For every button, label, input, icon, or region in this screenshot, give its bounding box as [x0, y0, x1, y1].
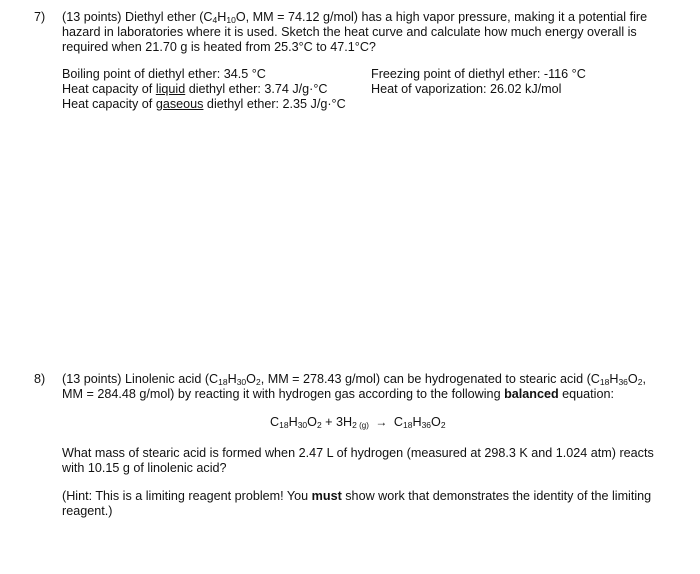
boiling-point: Boiling point of diethyl ether: 34.5 °C: [62, 67, 266, 81]
question-number: 7): [34, 10, 46, 24]
question-8-body: [62, 372, 664, 402]
question-7: [34, 10, 664, 55]
question-7-line-1: (13 points) Diethyl ether ($C_4H_{10}O$, MM = 74.12 g/mol) has a high vapor pressure, making it a potential fire: [62, 10, 648, 25]
given-data-left: [62, 67, 346, 112]
heat-of-vaporization: Heat of vaporization: 26.02 kJ/mol: [371, 82, 562, 96]
question-7-line-3: required when 21.70 g is heated from 25.3°C to 47.1°C?: [62, 40, 376, 54]
question-8-line-2: MM = 284.48 g/mol) by reacting it with hydrogen gas according to the following balanced equation:: [62, 387, 614, 401]
freezing-point: Freezing point of diethyl ether: -116 °C: [371, 67, 586, 81]
question-number: 8): [34, 372, 46, 386]
hint-line-1: (Hint: This is a limiting reagent problem! You must show work that demonstrates the identity of the limiting: [62, 489, 652, 503]
heat-capacity-gas: Heat capacity of gaseous diethyl ether: 2.35 J/g·°C: [62, 97, 346, 111]
heat-capacity-liquid: Heat capacity of liquid diethyl ether: 3.74 J/g·°C: [62, 82, 328, 96]
question-8: [34, 372, 664, 402]
arrow-icon: →: [375, 415, 388, 429]
question-7-body: [62, 10, 664, 55]
chemical-equation: $C_{18}H_{30}O_2 + 3H_2$ $(g) \to C_{18}H_{36}O_2$: [270, 415, 446, 430]
hint-line-2: reagent.): [62, 504, 113, 518]
question-8-prompt: [62, 446, 654, 476]
question-8-prompt-line-2: with 10.15 g of linolenic acid?: [62, 461, 227, 475]
question-8-line-1: (13 points) Linolenic acid ($C_{18}H_{30}O_2$, MM = 278.43 g/mol) can be hydrogenated to stearic acid ($C_{18}H_{36}O_2$,: [62, 372, 646, 387]
question-7-line-2: hazard in laboratories where it is used. Sketch the heat curve and calculate how much energy overall is: [62, 25, 637, 39]
hint: [62, 489, 651, 519]
given-data-right: [371, 67, 586, 97]
question-8-prompt-line-1: What mass of stearic acid is formed when 2.47 L of hydrogen (measured at 298.3 K and 1.024 atm) reacts: [62, 446, 654, 460]
